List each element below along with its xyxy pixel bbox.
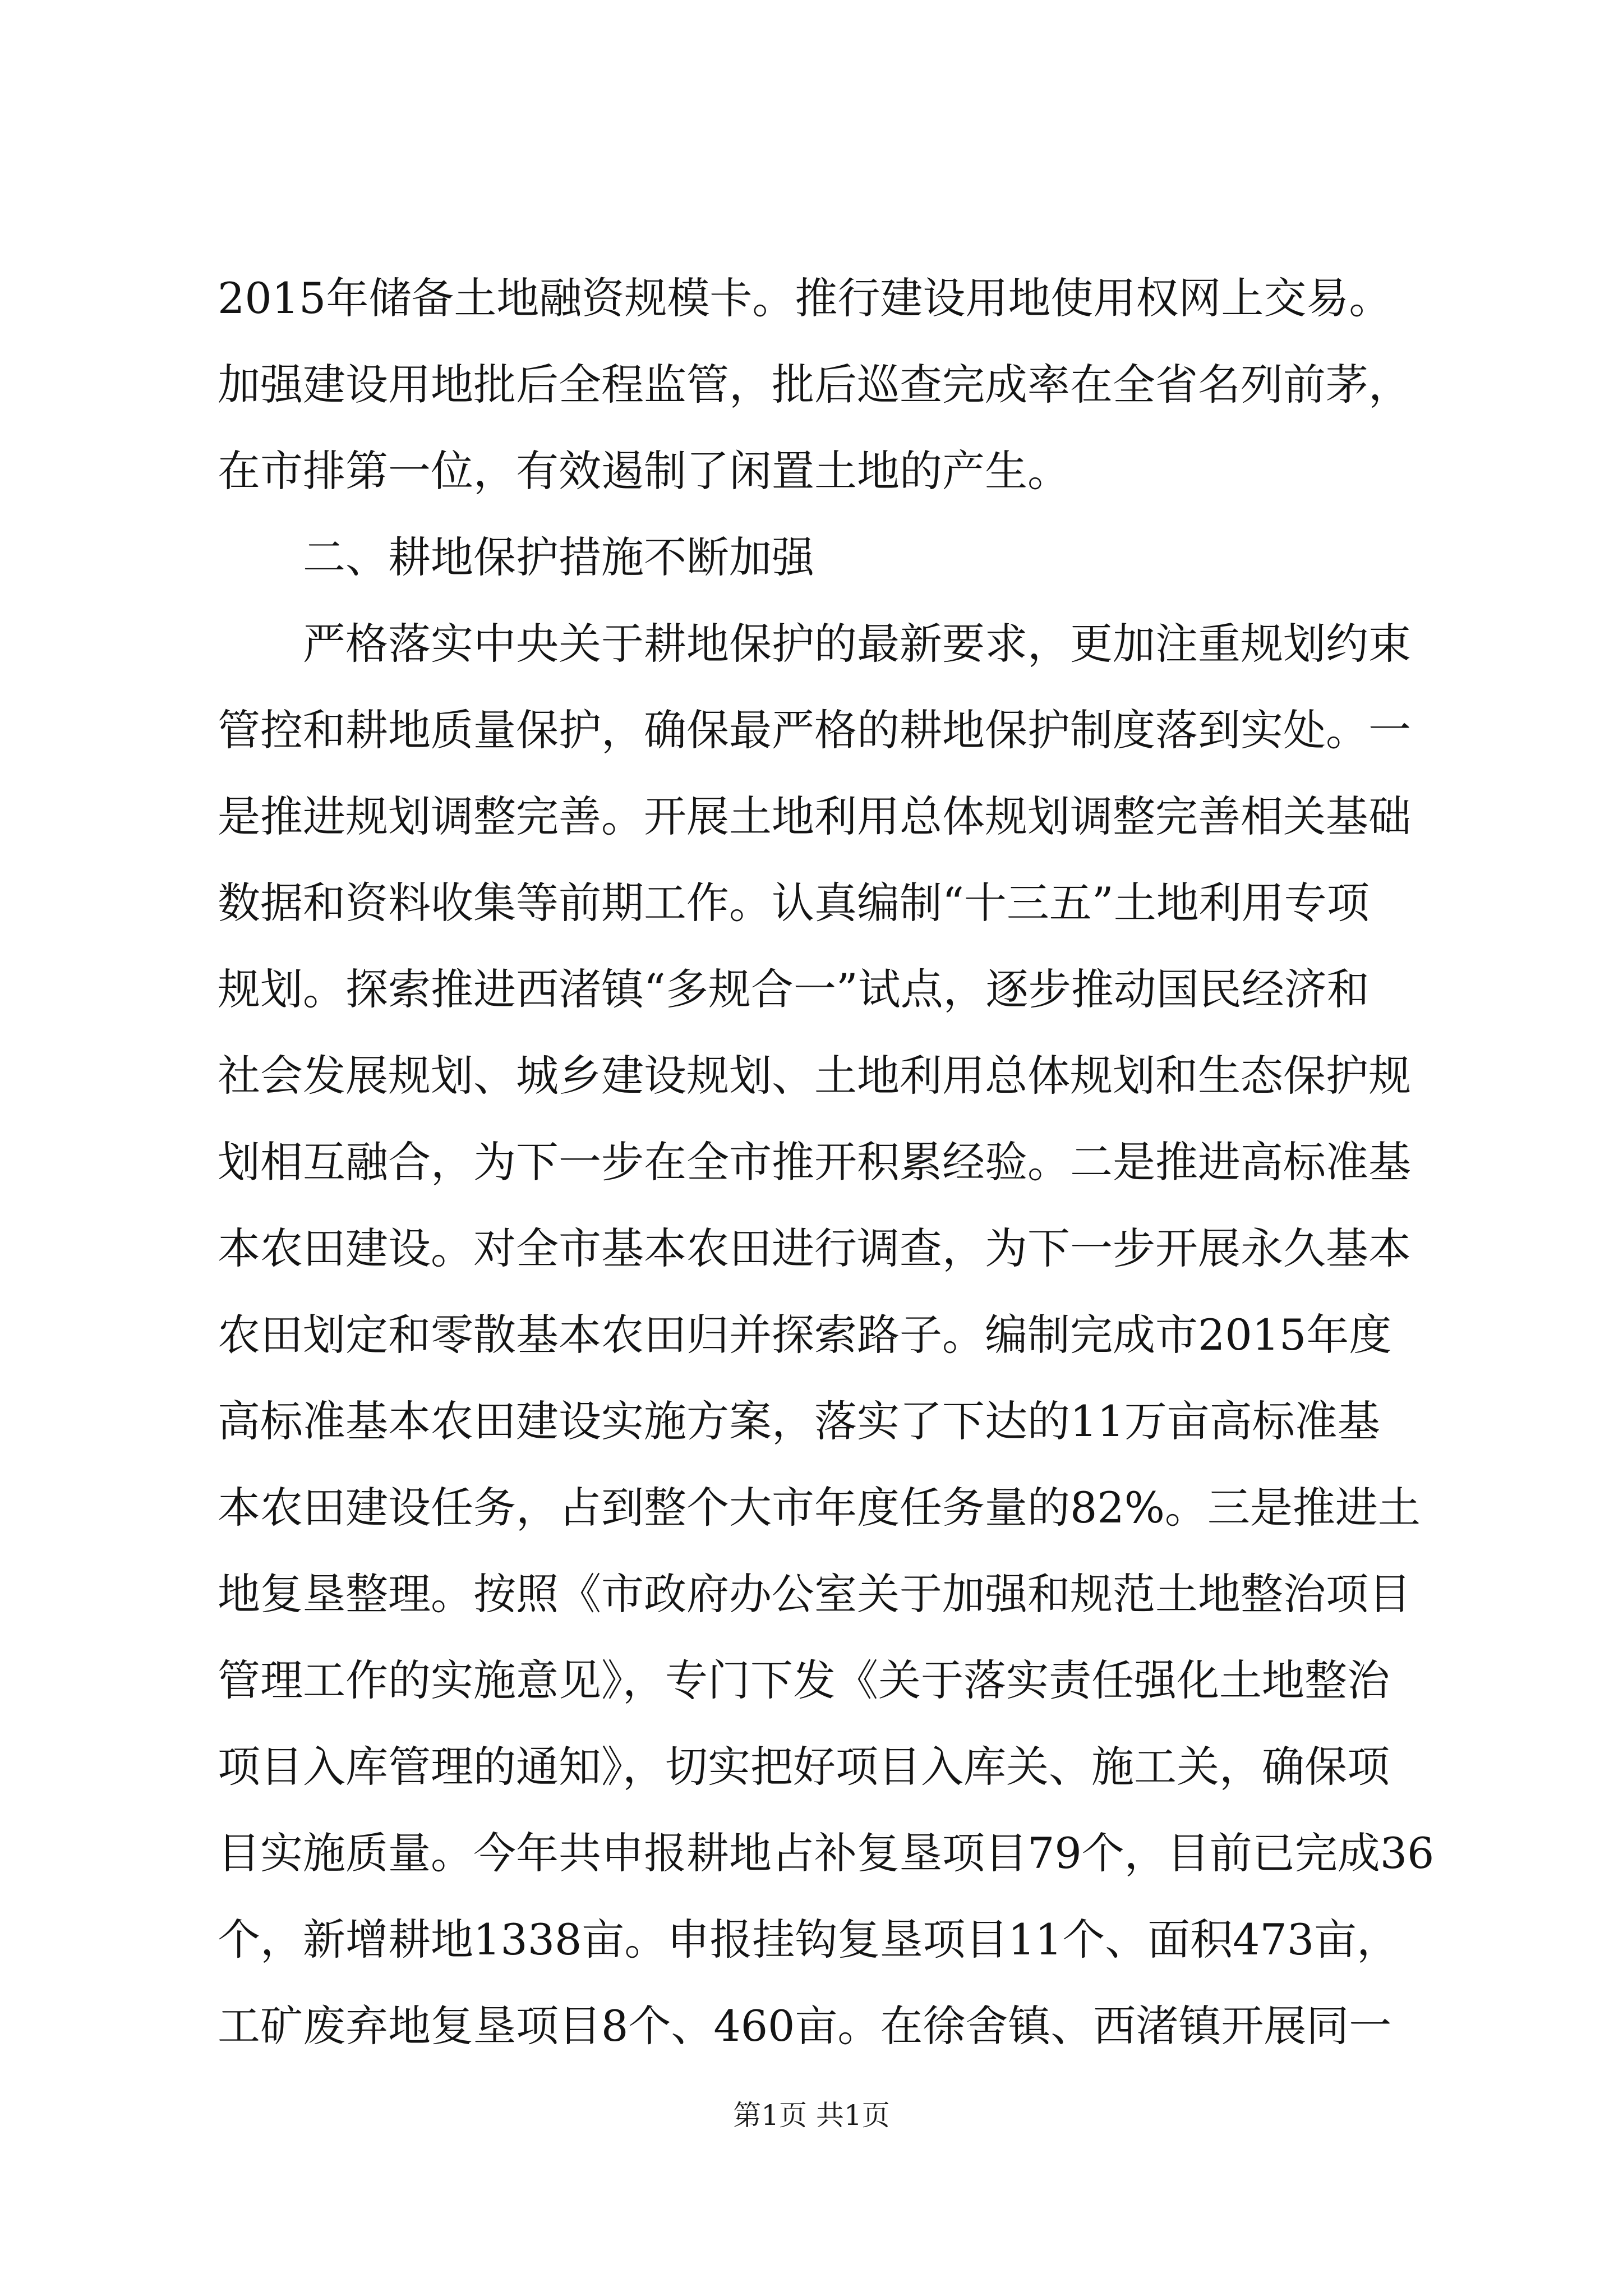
text-line: 划相互融合，为下一步在全市推开积累经验。二是推进高标准基	[218, 1137, 1411, 1187]
text-line: 社会发展规划、城乡建设规划、土地利用总体规划和生态保护规	[218, 1051, 1411, 1101]
text-line: 管控和耕地质量保护，确保最严格的耕地保护制度落到实处。一	[218, 705, 1411, 755]
text-line: 个，新增耕地1338亩。申报挂钩复垦项目11个、面积473亩，	[218, 1915, 1400, 1964]
document-body	[218, 255, 1435, 2069]
text-line: 在市排第一位，有效遏制了闲置土地的产生。	[218, 446, 1070, 496]
text-line: 工矿废弃地复垦项目8个、460亩。在徐舍镇、西渚镇开展同一	[218, 2001, 1392, 2051]
text-line: 地复垦整理。按照《市政府办公室关于加强和规范土地整治项目	[218, 1569, 1411, 1619]
text-line: 本农田建设。对全市基本农田进行调查，为下一步开展永久基本	[218, 1223, 1411, 1273]
text-line: 是推进规划调整完善。开展土地利用总体规划调整完善相关基础	[218, 792, 1411, 841]
text-line: 本农田建设任务，占到整个大市年度任务量的82%。三是推进土	[218, 1483, 1421, 1533]
text-line: 加强建设用地批后全程监管，批后巡查完成率在全省名列前茅，	[218, 360, 1411, 409]
text-line: 高标准基本农田建设实施方案，落实了下达的11万亩高标准基	[218, 1396, 1380, 1446]
text-line: 项目入库管理的通知》，切实把好项目入库关、施工关，确保项	[218, 1742, 1390, 1792]
text-line: 目实施质量。今年共申报耕地占补复垦项目79个，目前已完成36	[218, 1828, 1435, 1878]
text-line: 规划。探索推进西渚镇“多规合一”试点，逐步推动国民经济和	[218, 964, 1370, 1014]
text-line: 2015年储备土地融资规模卡。推行建设用地使用权网上交易。	[218, 273, 1392, 323]
text-line: 管理工作的实施意见》，专门下发《关于落实责任强化土地整治	[218, 1655, 1390, 1705]
text-line: 农田划定和零散基本农田归并探索路子。编制完成市2015年度	[218, 1310, 1392, 1360]
section-heading: 二、耕地保护措施不断加强	[303, 532, 814, 582]
text-line: 数据和资料收集等前期工作。认真编制“十三五”土地利用专项	[218, 878, 1370, 928]
paragraph-first-line: 严格落实中央关于耕地保护的最新要求，更加注重规划约束	[303, 619, 1411, 669]
page-number-footer: 第1页 共1页	[733, 2099, 890, 2132]
